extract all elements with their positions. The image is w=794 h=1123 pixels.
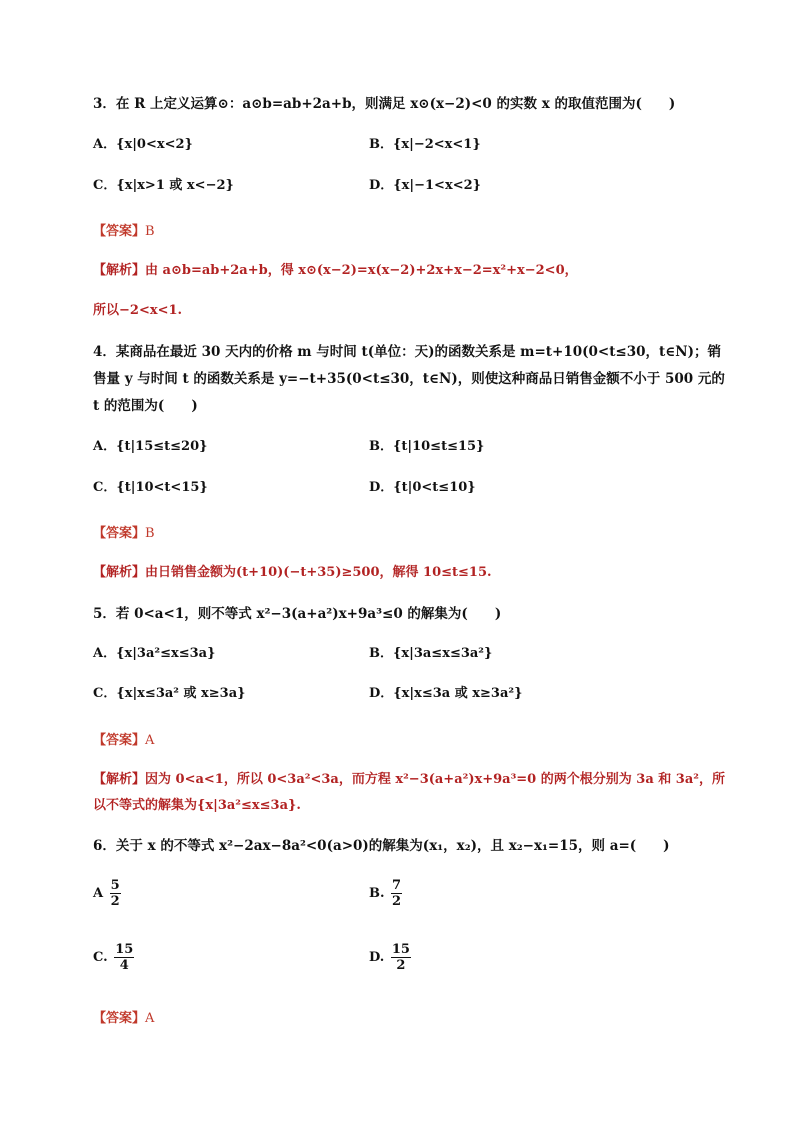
answer-value: A bbox=[145, 733, 155, 748]
q6-option-c bbox=[93, 942, 134, 973]
answer-value: B bbox=[145, 526, 155, 541]
q6-answer bbox=[93, 1010, 154, 1028]
q3-stem: 3．在 R 上定义运算⊙：a⊙b=ab+2a+b，则满足 x⊙(x−2)<0 的实数 x 的取值范围为( ) bbox=[93, 96, 676, 112]
q3-option-b: B．{x|−2<x<1} bbox=[369, 137, 481, 152]
q5-option-c: C．{x|x≤3a² 或 x≥3a} bbox=[93, 686, 246, 701]
answer-tag: 【答案】 bbox=[93, 733, 146, 748]
option-label: D. bbox=[369, 950, 385, 965]
option-fraction bbox=[114, 942, 134, 973]
analysis-tag: 【解析】 bbox=[93, 263, 146, 278]
fraction-numerator: 7 bbox=[392, 878, 402, 893]
q5-option-b: B．{x|3a≤x≤3a²} bbox=[369, 646, 493, 661]
q6-option-d bbox=[369, 942, 411, 973]
option-label: B. bbox=[369, 886, 385, 901]
fraction-denominator: 2 bbox=[392, 894, 402, 909]
option-fraction bbox=[391, 942, 411, 973]
answer-tag: 【答案】 bbox=[93, 526, 146, 541]
q3-option-d: D．{x|−1<x<2} bbox=[369, 178, 481, 193]
q6-stem: 6．关于 x 的不等式 x²−2ax−8a²<0(a>0)的解集为(x₁，x₂)，且 x₂−x₁=15，则 a=( ) bbox=[93, 838, 670, 854]
option-label: A bbox=[93, 886, 104, 901]
answer-tag: 【答案】 bbox=[93, 1011, 146, 1026]
answer-tag: 【答案】 bbox=[93, 224, 146, 239]
option-fraction bbox=[391, 878, 402, 909]
analysis-tag: 【解析】 bbox=[93, 565, 146, 580]
q4-option-a: A．{t|15≤t≤20} bbox=[93, 439, 208, 454]
q3-analysis bbox=[93, 262, 578, 280]
q4-stem-line3: t 的范围为( ) bbox=[93, 398, 198, 414]
answer-value: A bbox=[145, 1011, 155, 1026]
q4-option-d: D．{t|0<t≤10} bbox=[369, 480, 476, 495]
q4-answer bbox=[93, 525, 155, 543]
fraction-denominator: 2 bbox=[110, 894, 120, 909]
q3-option-c: C．{x|x>1 或 x<−2} bbox=[93, 178, 234, 193]
q4-analysis bbox=[93, 564, 492, 582]
q4-option-c: C．{t|10<t<15} bbox=[93, 480, 208, 495]
q4-stem-line2: 售量 y 与时间 t 的函数关系是 y=−t+35(0<t≤30，t∈N)，则使这种商品日销售金额不小于 500 元的 bbox=[93, 371, 725, 387]
q3-option-a: A．{x|0<x<2} bbox=[93, 137, 193, 152]
q3-answer bbox=[93, 223, 155, 241]
q4-option-b: B．{t|10≤t≤15} bbox=[369, 439, 485, 454]
analysis-tag: 【解析】 bbox=[93, 772, 146, 787]
q6-option-b bbox=[369, 878, 402, 909]
analysis-text: 因为 0<a<1，所以 0<3a²<3a，而方程 x²−3(a+a²)x+9a³=0 的两个根分别为 3a 和 3a²，所 bbox=[145, 772, 725, 787]
fraction-numerator: 5 bbox=[110, 878, 120, 893]
q6-option-a bbox=[93, 878, 121, 909]
answer-value: B bbox=[145, 224, 155, 239]
q4-stem-line1: 4．某商品在最近 30 天内的价格 m 与时间 t(单位：天)的函数关系是 m=t+10(0<t≤30，t∈N)；销 bbox=[93, 344, 721, 360]
q5-analysis-line2: 以不等式的解集为{x|3a²≤x≤3a}. bbox=[93, 798, 301, 813]
fraction-numerator: 15 bbox=[391, 942, 410, 957]
q5-option-d: D．{x|x≤3a 或 x≥3a²} bbox=[369, 686, 523, 701]
q5-answer bbox=[93, 732, 154, 750]
fraction-denominator: 2 bbox=[396, 958, 406, 973]
q5-analysis bbox=[93, 771, 725, 789]
q5-option-a: A．{x|3a²≤x≤3a} bbox=[93, 646, 216, 661]
option-fraction bbox=[110, 878, 121, 909]
q5-stem: 5．若 0<a<1，则不等式 x²−3(a+a²)x+9a³≤0 的解集为( ) bbox=[93, 606, 502, 622]
analysis-text: 由 a⊙b=ab+2a+b，得 x⊙(x−2)=x(x−2)+2x+x−2=x²+x−2<0， bbox=[145, 263, 578, 278]
option-label: C. bbox=[93, 950, 108, 965]
fraction-denominator: 4 bbox=[119, 958, 129, 973]
fraction-numerator: 15 bbox=[115, 942, 134, 957]
analysis-text: 由日销售金额为(t+10)(−t+35)≥500，解得 10≤t≤15. bbox=[145, 565, 492, 580]
q3-analysis-line2: 所以−2<x<1. bbox=[93, 303, 183, 318]
